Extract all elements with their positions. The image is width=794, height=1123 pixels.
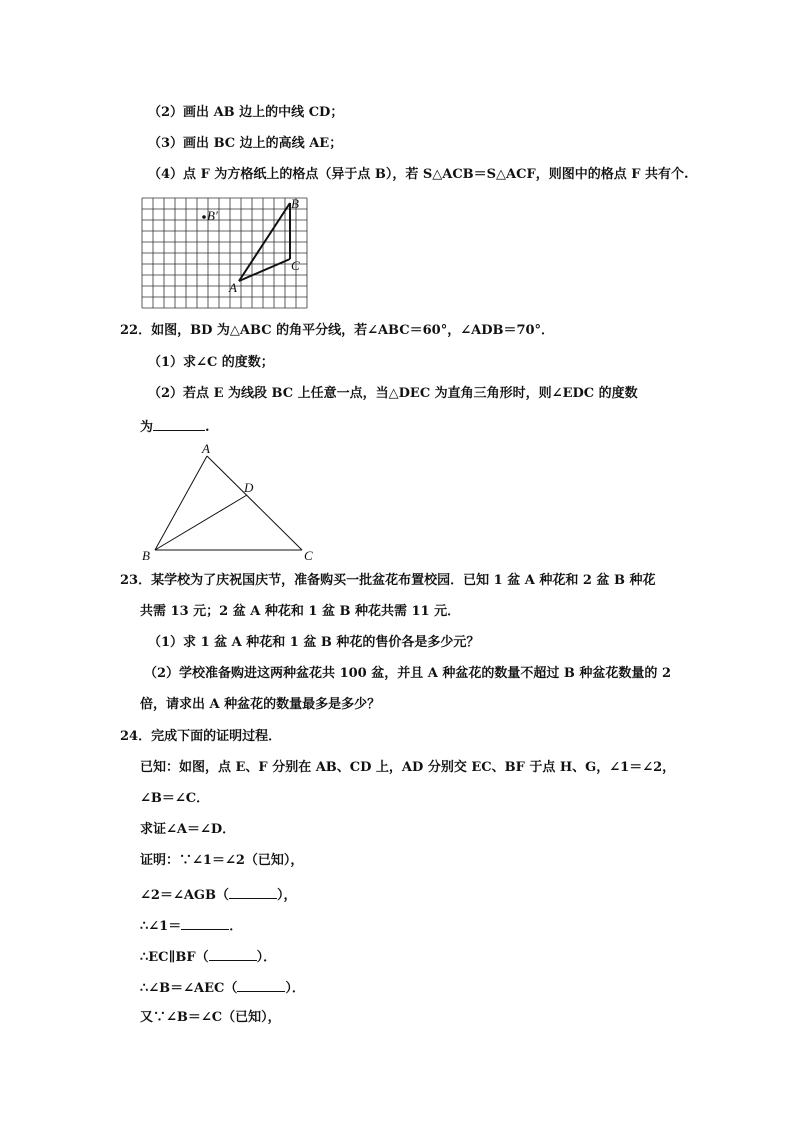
q24-step6: 又∵∠B＝∠C（已知）， — [140, 1010, 281, 1025]
q22-part1: （1）求∠C 的度数； — [148, 355, 274, 370]
q22-part2: （2）若点 E 为线段 BC 上任意一点，当△DEC 为直角三角形时，则∠EDC 的度数 — [148, 386, 638, 401]
q21-part4: （4）点 F 为方格纸上的格点（异于点 B），若 S△ACB＝S△ACF，则图中的格点 F 共有个. — [148, 167, 689, 182]
q22-part2-end: . — [205, 420, 210, 435]
q24-given-line2: ∠B＝∠C． — [140, 791, 210, 806]
q24-step4 — [140, 946, 276, 967]
label-b: B — [291, 196, 299, 211]
q24-step2-end: ）， — [277, 888, 297, 903]
q24-step2-text: ∠2＝∠AGB（ — [140, 888, 230, 903]
label-d: D — [244, 480, 254, 495]
answer-blank[interactable] — [153, 416, 205, 431]
reason-blank[interactable] — [229, 884, 277, 899]
q24-step3 — [140, 915, 242, 936]
q24-step4-text: ∴EC∥BF（ — [140, 950, 209, 965]
q24-step1: 证明：∵∠1＝∠2（已知）， — [140, 853, 304, 868]
point-b-prime — [202, 215, 206, 219]
label-a: A — [202, 441, 210, 456]
side-ac — [207, 456, 302, 550]
q21-part2: （2）画出 AB 边上的中线 CD； — [148, 105, 344, 120]
q22-stem: 22．如图，BD 为△ABC 的角平分线，若∠ABC＝60°，∠ADB＝70°． — [120, 323, 555, 338]
q24-step3-end: ． — [229, 919, 243, 934]
q24-step2 — [140, 884, 297, 905]
q24-step4-end: ）． — [256, 950, 277, 965]
label-c: C — [291, 258, 300, 273]
answer-blank[interactable] — [181, 915, 229, 930]
q22-part2-tail: 为 — [140, 420, 154, 435]
label-c: C — [304, 548, 313, 563]
q24-given-line1: 已知：如图，点 E、F 分别在 AB、CD 上，AD 分别交 EC、BF 于点 H、G，∠1＝∠2， — [140, 760, 676, 775]
q24-step5 — [140, 977, 305, 998]
q23-stem-line1: 23．某学校为了庆祝国庆节，准备购买一批盆花布置校园．已知 1 盆 A 种花和 2 盆 B 种花 — [120, 573, 656, 588]
q23-part2-line2: 倍，请求出 A 种盆花的数量最多是多少？ — [140, 697, 381, 712]
reason-blank[interactable] — [209, 946, 257, 961]
q21-part3: （3）画出 BC 边上的高线 AE； — [148, 136, 343, 151]
label-a: A — [229, 280, 237, 295]
q23-part1: （1）求 1 盆 A 种花和 1 盆 B 种花的售价各是多少元？ — [148, 635, 480, 650]
q23-part2-line1: （2）学校准备购进这两种盆花共 100 盆，并且 A 种盆花的数量不超过 B 种盆花数量的 2 — [144, 666, 671, 681]
triangle-figure — [140, 440, 320, 565]
reason-blank[interactable] — [237, 977, 285, 992]
q24-prove: 求证∠A＝∠D． — [140, 822, 236, 837]
q24-step3-text: ∴∠1＝ — [140, 919, 182, 934]
side-ab — [155, 456, 207, 550]
q24-step5-text: ∴∠B＝∠AEC（ — [140, 981, 238, 996]
q23-stem-line2: 共需 13 元；2 盆 A 种花和 1 盆 B 种花共需 11 元． — [140, 604, 461, 619]
label-b-prime: B′ — [207, 208, 218, 223]
segment-bd — [155, 495, 247, 550]
q24-stem: 24．完成下面的证明过程． — [120, 729, 282, 744]
q22-part2-answer-line — [140, 416, 210, 437]
grid-figure — [140, 196, 310, 308]
q24-step5-end: ）． — [285, 981, 305, 996]
label-b: B — [142, 548, 150, 563]
